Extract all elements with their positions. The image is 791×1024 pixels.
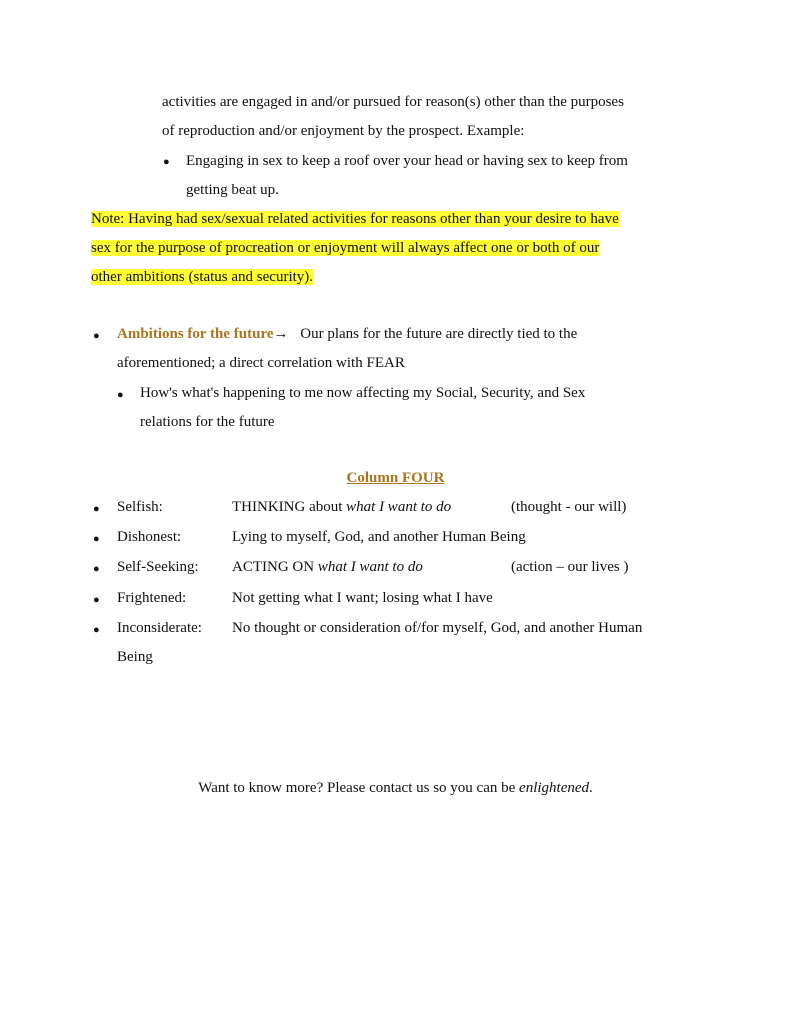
note-line: other ambitions (status and security). [91,269,314,285]
term-definition: Being [117,649,153,665]
term-label: Selfish: [117,499,163,515]
term-label: Frightened: [117,590,187,606]
ambitions-label: Ambitions for the future [117,326,274,342]
bullet-icon: ● [93,594,100,606]
bullet-icon: ● [93,624,100,636]
bullet-icon: ● [93,330,100,342]
paragraph-line: of reproduction and/or enjoyment by the prospect. Example: [162,123,525,139]
section-title: Column FOUR [346,470,445,486]
ambitions-line [117,326,577,343]
term-note: (thought - our will) [511,499,627,515]
term-definition: THINKING about what I want to do [232,499,452,515]
bullet-icon: ● [93,563,100,575]
sub-bullet-text: How's what's happening to me now affecting my Social, Security, and Sex [140,385,586,401]
paragraph-line: activities are engaged in and/or pursued for reason(s) other than the purposes [162,94,624,110]
contact-line: Want to know more? Please contact us so you can be enlightened. [198,780,593,796]
term-definition: Lying to myself, God, and another Human Being [232,529,526,545]
term-label: Inconsiderate: [117,620,202,636]
bullet-icon: ● [117,389,124,401]
term-label: Dishonest: [117,529,182,545]
term-label: Self-Seeking: [117,559,199,575]
ambitions-text: Our plans for the future are directly tied to the [300,326,578,342]
arrow-icon: → [273,326,289,342]
term-definition: No thought or consideration of/for myself, God, and another Human [232,620,643,636]
term-note: (action – our lives ) [511,559,629,575]
bullet-icon: ● [93,503,100,515]
term-definition: ACTING ON what I want to do [232,559,423,575]
bullet-text: Engaging in sex to keep a roof over your head or having sex to keep from [186,153,628,169]
note-line: Note: Having had sex/sexual related activities for reasons other than your desire to have [91,211,619,227]
term-definition: Not getting what I want; losing what I have [232,590,493,606]
note-line: sex for the purpose of procreation or enjoyment will always affect one or both of our [91,240,600,256]
sub-bullet-text: relations for the future [140,414,275,430]
bullet-icon: ● [93,533,100,545]
bullet-icon: ● [163,156,170,168]
bullet-text: getting beat up. [186,182,279,198]
ambitions-text: aforementioned; a direct correlation with FEAR [117,355,405,371]
